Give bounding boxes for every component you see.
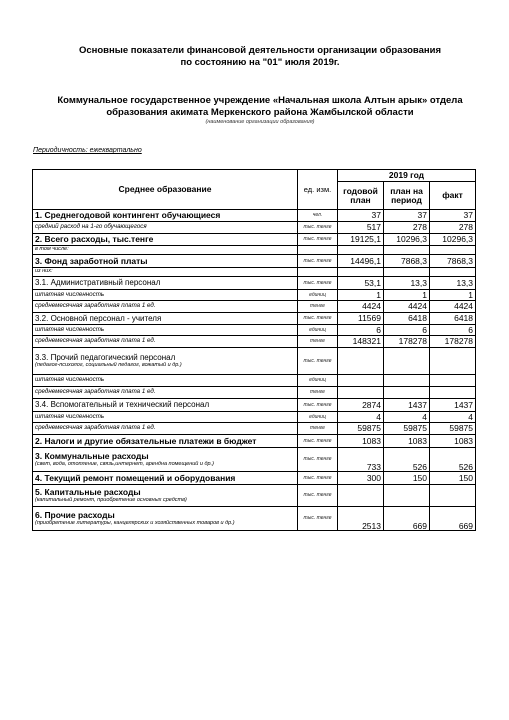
table-row xyxy=(33,412,476,423)
row-label xyxy=(33,423,298,435)
row-unit: единиц xyxy=(298,290,338,301)
row-annual-plan xyxy=(338,387,384,399)
row-label xyxy=(33,448,298,472)
row-period-plan: 10296,3 xyxy=(384,234,430,246)
row-label-text: 3.2. Основной персонал - учителя xyxy=(35,313,162,323)
row-label-text: 2. Всего расходы, тыс.тенге xyxy=(35,234,154,245)
organization-name-line1: Коммунальное государственное учреждение «Начальная школа Алтын арык» отдела xyxy=(57,95,463,106)
row-period-plan: 278 xyxy=(384,222,430,234)
report-title: Основные показатели финансовой деятельности организации образования xyxy=(78,45,442,56)
table-row xyxy=(33,375,476,387)
row-annual-plan: 37 xyxy=(338,210,384,222)
row-label xyxy=(33,412,298,423)
row-label xyxy=(33,485,298,507)
table-row xyxy=(33,246,476,255)
table-row xyxy=(33,336,476,348)
table-row xyxy=(33,507,476,531)
row-fact xyxy=(430,387,476,399)
row-period-plan xyxy=(384,268,430,277)
table-body xyxy=(33,210,476,531)
table-row xyxy=(33,435,476,448)
row-label xyxy=(33,387,298,399)
header-period-plan: план на период xyxy=(384,182,430,210)
row-annual-plan: 53,1 xyxy=(338,277,384,290)
row-annual-plan xyxy=(338,348,384,375)
row-fact: 6 xyxy=(430,325,476,336)
row-label xyxy=(33,210,298,222)
table-row xyxy=(33,325,476,336)
row-unit: тыс. тенге xyxy=(298,313,338,325)
row-period-plan: 1 xyxy=(384,290,430,301)
row-annual-plan xyxy=(338,246,384,255)
row-period-plan: 4 xyxy=(384,412,430,423)
table-row xyxy=(33,448,476,472)
row-unit: тыс. тенге xyxy=(298,472,338,485)
table-row xyxy=(33,268,476,277)
row-label-text: в том числе: xyxy=(35,246,69,253)
row-label xyxy=(33,277,298,290)
row-fact xyxy=(430,375,476,387)
row-unit: тыс. тенге xyxy=(298,234,338,246)
row-unit: единиц xyxy=(298,375,338,387)
row-label xyxy=(33,268,298,277)
row-unit: тыс. тенге xyxy=(298,435,338,448)
row-label xyxy=(33,255,298,268)
row-label-text: штатная численность xyxy=(35,290,105,298)
row-period-plan: 37 xyxy=(384,210,430,222)
row-unit: тыс. тенге xyxy=(298,399,338,412)
row-label-note: (приобретение литературы, канцелярских и хозяйственных товаров и др.) xyxy=(35,519,235,526)
row-fact: 1437 xyxy=(430,399,476,412)
row-fact: 178278 xyxy=(430,336,476,348)
table-row xyxy=(33,472,476,485)
row-annual-plan: 733 xyxy=(338,448,384,472)
row-fact: 4 xyxy=(430,412,476,423)
row-annual-plan: 2874 xyxy=(338,399,384,412)
row-label-text: средний расход на 1-го обучающегося xyxy=(35,223,147,231)
row-label-note: (капитальный ремонт, приобретение основных средств) xyxy=(35,496,187,503)
organization-caption: (наименование организации образования) xyxy=(205,119,315,125)
row-unit: тыс. тенге xyxy=(298,222,338,234)
row-annual-plan: 2513 xyxy=(338,507,384,531)
row-period-plan: 13,3 xyxy=(384,277,430,290)
row-fact: 526 xyxy=(430,448,476,472)
table-row xyxy=(33,313,476,325)
row-label xyxy=(33,507,298,531)
row-unit: тыс. тенге xyxy=(298,485,338,507)
row-unit: тенге xyxy=(298,423,338,435)
periodicity-label: Периодичность: ежеквартально xyxy=(33,147,142,154)
row-label-text: из них: xyxy=(35,268,53,275)
row-period-plan xyxy=(384,485,430,507)
row-fact: 10296,3 xyxy=(430,234,476,246)
row-label xyxy=(33,399,298,412)
row-period-plan: 6418 xyxy=(384,313,430,325)
row-unit: тыс. тенге xyxy=(298,448,338,472)
organization-name-line2: образования акимата Меркенского района Жамбылской области xyxy=(106,107,414,118)
row-fact: 37 xyxy=(430,210,476,222)
table-row xyxy=(33,348,476,375)
row-label xyxy=(33,375,298,387)
row-fact xyxy=(430,268,476,277)
row-annual-plan: 19125,1 xyxy=(338,234,384,246)
row-label-text: 3. Фонд заработной платы xyxy=(35,255,148,266)
row-label-text: 6. Прочие расходы xyxy=(35,510,115,520)
row-period-plan: 4424 xyxy=(384,301,430,313)
row-unit: тыс. тенге xyxy=(298,277,338,290)
row-fact: 150 xyxy=(430,472,476,485)
row-fact: 1083 xyxy=(430,435,476,448)
table-row xyxy=(33,234,476,246)
row-fact: 278 xyxy=(430,222,476,234)
row-fact: 4424 xyxy=(430,301,476,313)
row-fact xyxy=(430,246,476,255)
row-period-plan: 178278 xyxy=(384,336,430,348)
row-unit: тенге xyxy=(298,336,338,348)
row-label-text: 4. Текущий ремонт помещений и оборудования xyxy=(35,472,236,483)
row-period-plan: 59875 xyxy=(384,423,430,435)
row-annual-plan xyxy=(338,375,384,387)
row-period-plan: 6 xyxy=(384,325,430,336)
header-main: Среднее образование xyxy=(33,170,298,210)
row-fact: 669 xyxy=(430,507,476,531)
row-label-text: штатная численность xyxy=(35,412,105,420)
row-label-text: штатная численность xyxy=(35,325,105,333)
row-label xyxy=(33,336,298,348)
row-period-plan xyxy=(384,375,430,387)
table-row xyxy=(33,301,476,313)
row-label xyxy=(33,435,298,448)
header-fact: факт xyxy=(430,182,476,210)
row-annual-plan: 11569 xyxy=(338,313,384,325)
row-annual-plan: 517 xyxy=(338,222,384,234)
row-label-text: 3. Коммунальные расходы xyxy=(35,451,149,461)
row-label-text: 3.4. Вспомогательный и технический персонал xyxy=(35,400,210,409)
row-label xyxy=(33,234,298,246)
row-unit: тыс. тенге xyxy=(298,255,338,268)
row-period-plan: 526 xyxy=(384,448,430,472)
report-date: по состоянию на "01" июля 2019г. xyxy=(180,57,340,68)
row-unit: тыс. тенге xyxy=(298,507,338,531)
row-period-plan: 1437 xyxy=(384,399,430,412)
row-fact: 1 xyxy=(430,290,476,301)
row-period-plan: 669 xyxy=(384,507,430,531)
row-label-text: среднемесячная заработная плата 1 ед. xyxy=(35,424,156,432)
row-annual-plan: 300 xyxy=(338,472,384,485)
row-label-text: среднемесячная заработная плата 1 ед. xyxy=(35,388,156,396)
row-annual-plan xyxy=(338,268,384,277)
table-row xyxy=(33,222,476,234)
row-label xyxy=(33,325,298,336)
row-period-plan: 150 xyxy=(384,472,430,485)
table-row xyxy=(33,387,476,399)
row-unit: единиц xyxy=(298,325,338,336)
row-fact: 13,3 xyxy=(430,277,476,290)
row-annual-plan: 148321 xyxy=(338,336,384,348)
row-annual-plan: 59875 xyxy=(338,423,384,435)
row-fact xyxy=(430,348,476,375)
row-label xyxy=(33,301,298,313)
row-label-text: штатная численность xyxy=(35,376,105,384)
row-label xyxy=(33,222,298,234)
row-label-note: (свет, вода, отопление, связь,интернет, арендна помещений и др.) xyxy=(35,460,214,467)
row-annual-plan: 6 xyxy=(338,325,384,336)
row-label xyxy=(33,472,298,485)
row-label-text: 3.1. Административный персонал xyxy=(35,278,161,287)
row-label-text: 3.3. Прочий педагогический персонал xyxy=(35,352,176,362)
row-period-plan xyxy=(384,348,430,375)
row-unit: чел. xyxy=(298,210,338,222)
table-row xyxy=(33,290,476,301)
row-label-text: 5. Капитальные расходы xyxy=(35,487,141,497)
table-row xyxy=(33,423,476,435)
row-annual-plan: 4 xyxy=(338,412,384,423)
row-fact xyxy=(430,485,476,507)
row-label-text: среднемесячная заработная плата 1 ед. xyxy=(35,337,156,345)
table-row xyxy=(33,255,476,268)
table-row xyxy=(33,485,476,507)
row-annual-plan: 1083 xyxy=(338,435,384,448)
row-unit: тыс. тенге xyxy=(298,348,338,375)
row-label xyxy=(33,246,298,255)
row-unit xyxy=(298,268,338,277)
financial-table xyxy=(32,169,476,531)
row-period-plan: 1083 xyxy=(384,435,430,448)
row-fact: 59875 xyxy=(430,423,476,435)
row-annual-plan xyxy=(338,485,384,507)
row-fact: 6418 xyxy=(430,313,476,325)
header-unit: ед. изм. xyxy=(298,170,338,210)
row-unit: тенге xyxy=(298,301,338,313)
row-label-note: (педагог-психолог, социальный педагог, вожатый и др.) xyxy=(35,361,182,368)
row-period-plan: 7868,3 xyxy=(384,255,430,268)
header-year: 2019 год xyxy=(338,170,476,182)
row-fact: 7868,3 xyxy=(430,255,476,268)
row-period-plan xyxy=(384,387,430,399)
row-period-plan xyxy=(384,246,430,255)
row-annual-plan: 1 xyxy=(338,290,384,301)
row-unit: единиц xyxy=(298,412,338,423)
row-label-text: 2. Налоги и другие обязательные платежи в бюджет xyxy=(35,435,257,446)
row-label xyxy=(33,290,298,301)
row-unit xyxy=(298,246,338,255)
table-row xyxy=(33,210,476,222)
header-annual-plan: годовой план xyxy=(338,182,384,210)
row-label xyxy=(33,348,298,375)
row-label-text: 1. Среднегодовой контингент обучающиеся xyxy=(35,210,221,221)
row-annual-plan: 14496,1 xyxy=(338,255,384,268)
row-label-text: среднемесячная заработная плата 1 ед. xyxy=(35,302,156,310)
row-label xyxy=(33,313,298,325)
row-unit: тенге xyxy=(298,387,338,399)
table-row xyxy=(33,399,476,412)
row-annual-plan: 4424 xyxy=(338,301,384,313)
table-row xyxy=(33,277,476,290)
